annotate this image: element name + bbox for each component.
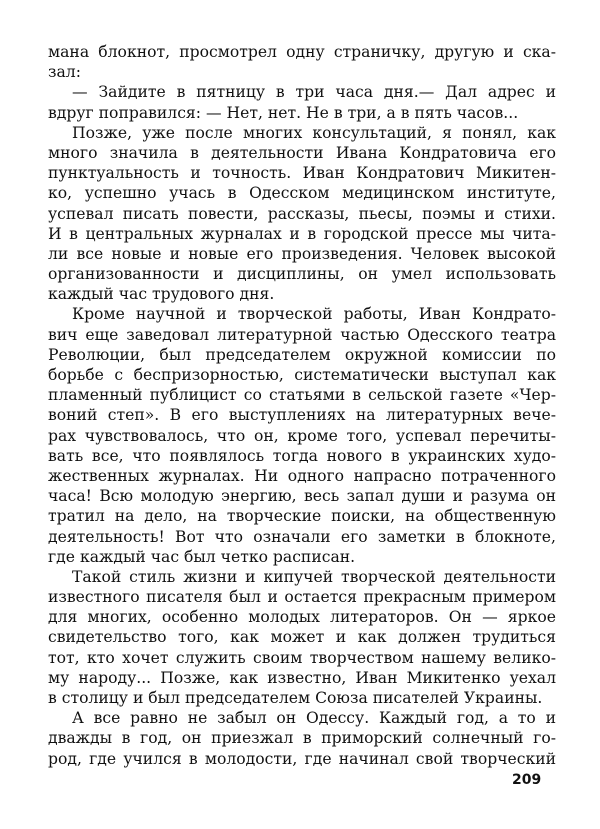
text-line: успевал писать повести, рассказы, пьесы, поэмы и стихи. bbox=[48, 204, 556, 223]
text-line: род, где учился в молодости, где начинал свой творческий bbox=[48, 749, 556, 768]
text-line: вдруг поправился: — Нет, нет. Не в три, а в пять часов... bbox=[48, 103, 519, 122]
text-line: много значила в деятельности Ивана Кондратовича его bbox=[48, 143, 556, 162]
text-line: воний степ». В его выступлениях на литературных вече- bbox=[48, 406, 556, 425]
body-text bbox=[48, 42, 556, 769]
text-line: тратил на дело, на творческие поиски, на общественную bbox=[48, 507, 556, 526]
page-number: 209 bbox=[512, 772, 542, 788]
text-line: Революции, был председателем окружной комиссии по bbox=[48, 345, 556, 364]
text-line: деятельность! Вот что означали его заметки в блокноте, bbox=[48, 527, 556, 546]
text-line: свидетельство того, как может и как должен трудиться bbox=[48, 628, 556, 647]
text-line: Кроме научной и творческой работы, Иван Кондрато- bbox=[72, 305, 556, 324]
text-line: пунктуальность и точность. Иван Кондратович Микитен- bbox=[48, 164, 556, 183]
text-line: известного писателя был и остается прекрасным примером bbox=[48, 588, 556, 607]
text-line: вич еще заведовал литературной частью Одесского театра bbox=[48, 325, 556, 344]
text-line: рах чувствовалось, что он, кроме того, успевал перечиты- bbox=[48, 426, 556, 445]
text-line: — Зайдите в пятницу в три часа дня.— Дал адрес и bbox=[72, 83, 556, 102]
text-line: для многих, особенно молодых литераторов. Он — яркое bbox=[48, 608, 556, 627]
text-line: борьбе с беспризорностью, систематически выступал как bbox=[48, 366, 556, 384]
text-line: в столицу и был председателем Союза писателей Украины. bbox=[48, 689, 543, 707]
text-line: дважды в год, он приезжал в приморский солнечный го- bbox=[48, 729, 556, 748]
text-line: пламенный публицист со статьями в сельской газете «Чер- bbox=[48, 386, 556, 405]
text-line: мана блокнот, просмотрел одну страничку, другую и ска- bbox=[48, 43, 556, 61]
text-line: тот, кто хочет служить своим творчеством нашему велико- bbox=[48, 648, 556, 667]
text-line: зал: bbox=[48, 63, 81, 82]
text-line: му народу... Позже, как известно, Иван Микитенко уехал bbox=[48, 668, 556, 687]
text-line: А все равно не забыл он Одессу. Каждый год, а то и bbox=[72, 709, 556, 728]
text-line: Такой стиль жизни и кипучей творческой деятельности bbox=[72, 567, 556, 586]
text-line: ли все новые и новые его произведения. Человек высокой bbox=[48, 244, 556, 263]
text-line: Позже, уже после многих консультаций, я понял, как bbox=[72, 123, 556, 142]
text-line: часа! Всю молодую энергию, весь запал души и разума он bbox=[48, 487, 556, 506]
text-line: каждый час трудового дня. bbox=[48, 285, 275, 304]
text-line: организованности и дисциплины, он умел использовать bbox=[48, 265, 556, 284]
text-line: где каждый час был четко расписан. bbox=[48, 547, 356, 566]
text-line: вать все, что появлялось тогда нового в украинских худо- bbox=[48, 446, 556, 465]
text-line: И в центральных журналах и в городской прессе мы чита- bbox=[48, 224, 556, 243]
text-line: жественных журналах. Ни одного напрасно потраченного bbox=[48, 466, 556, 485]
text-line: ко, успешно учась в Одесском медицинском институте, bbox=[48, 184, 556, 203]
